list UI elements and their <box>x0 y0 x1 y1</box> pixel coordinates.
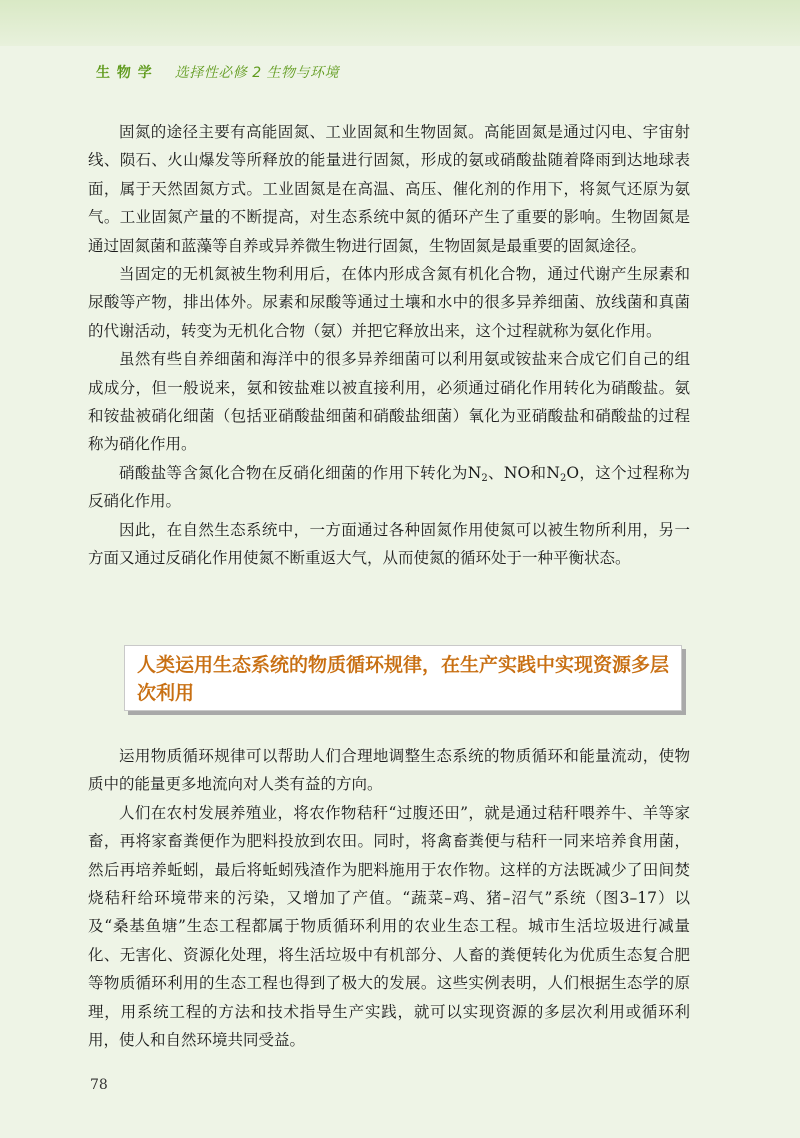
section-heading-box <box>124 645 682 711</box>
running-header <box>96 62 339 82</box>
page-number: 78 <box>90 1077 108 1093</box>
section-heading: 人类运用生态系统的物质循环规律，在生产实践中实现资源多层次利用 <box>137 654 670 704</box>
top-color-band <box>0 0 800 46</box>
paragraph: 虽然有些自养细菌和海洋中的很多异养细菌可以利用氨或铵盐来合成它们自己的组成成分，但一般说来，氨和铵盐难以被直接利用，必须通过硝化作用转化为硝酸盐。氨和铵盐被硝化细菌（包括亚硝酸盐细菌和硝酸盐细菌）氧化为亚硝酸盐和硝酸盐的过程称为硝化作用。 <box>88 350 690 454</box>
paragraph: 因此，在自然生态系统中，一方面通过各种固氮作用使氮可以被生物所利用，另一方面又通过反硝化作用使氮不断重返大气，从而使氮的循环处于一种平衡状态。 <box>88 520 690 568</box>
header-subject: 生 物 学 <box>96 65 153 81</box>
header-book-title: 选择性必修 2 生物与环境 <box>174 65 340 81</box>
paragraph: 当固定的无机氮被生物利用后，在体内形成含氮有机化合物，通过代谢产生尿素和尿酸等产物，排出体外。尿素和尿酸等通过土壤和水中的很多异养细菌、放线菌和真菌的代谢活动，转变为无机化合物（氨）并把它释放出来，这个过程就称为氨化作用。 <box>88 265 690 340</box>
body-text-top <box>88 118 690 573</box>
subscript: 2 <box>559 472 567 484</box>
body-text-bottom <box>88 742 690 1054</box>
subscript: 2 <box>481 472 488 484</box>
paragraph: 硝酸盐等含氮化合物在反硝化细菌的作用下转化为$N_2$、NO和$N_2O$，这个过程称为反硝化作用。 <box>88 463 690 511</box>
paragraph: 人们在农村发展养殖业，将农作物秸秆“过腹还田”，就是通过秸秆喂养牛、羊等家畜，再将家畜粪便作为肥料投放到农田。同时，将禽畜粪便与秸秆一同来培养食用菌，然后再培养蚯蚓，最后将蚯蚓残渣作为肥料施用于农作物。这样的方法既减少了田间焚烧秸秆给环境带来的污染，又增加了产值。“蔬菜–鸡、猪–沼气”系统（图3–17）以及“桑基鱼塘”生态工程都属于物质循环利用的农业生态工程。城市生活垃圾进行减量化、无害化、资源化处理，将生活垃圾中有机部分、人畜的粪便转化为优质生态复合肥等物质循环利用的生态工程也得到了极大的发展。这些实例表明，人们根据生态学的原理，用系统工程的方法和技术指导生产实践，就可以实现资源的多层次利用或循环利用，使人和自然环境共同受益。 <box>88 803 690 1050</box>
paragraph: 运用物质循环规律可以帮助人们合理地调整生态系统的物质循环和能量流动，使物质中的能量更多地流向对人类有益的方向。 <box>88 747 690 794</box>
paragraph: 固氮的途径主要有高能固氮、工业固氮和生物固氮。高能固氮是通过闪电、宇宙射线、陨石、火山爆发等所释放的能量进行固氮，形成的氨或硝酸盐随着降雨到达地球表面，属于天然固氮方式。工业固氮是在高温、高压、催化剂的作用下，将氮气还原为氨气。工业固氮产量的不断提高，对生态系统中氮的循环产生了重要的影响。生物固氮是通过固氮菌和蓝藻等自养或异养微生物进行固氮，生物固氮是最重要的固氮途径。 <box>88 123 690 255</box>
